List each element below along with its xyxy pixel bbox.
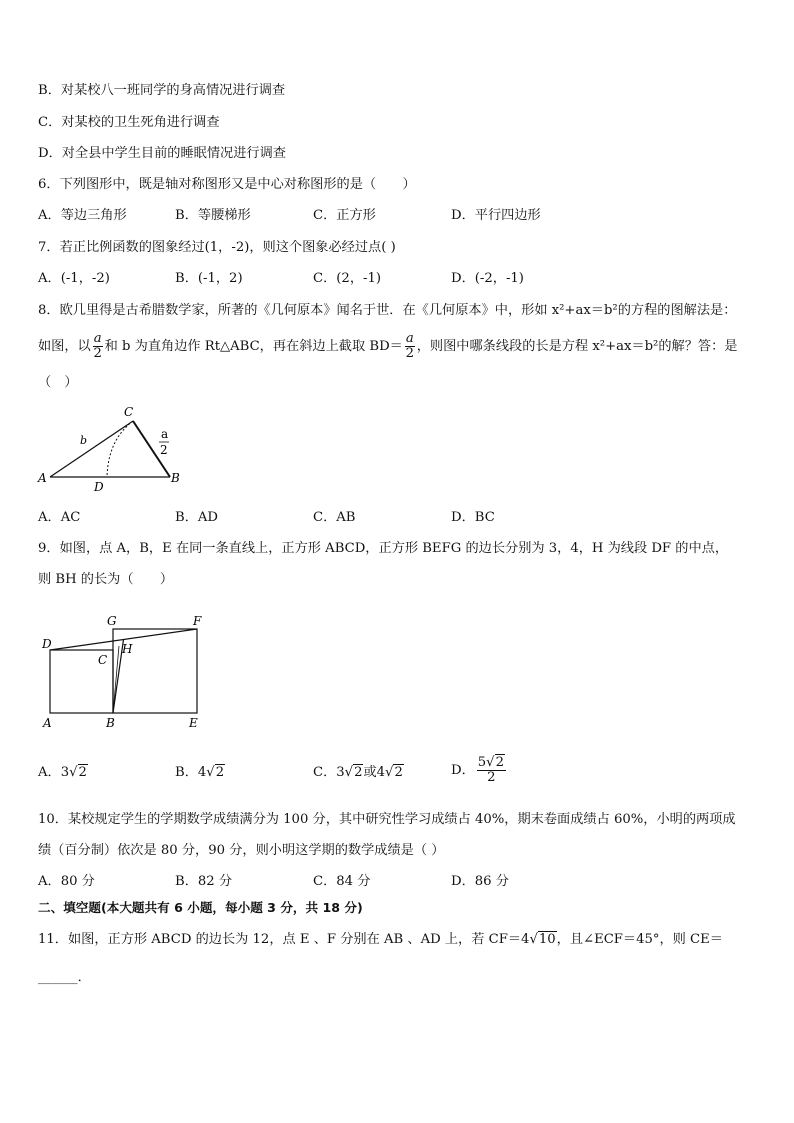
q6-option-c: C．正方形	[313, 208, 376, 223]
q8-option-b: B．AD	[175, 510, 218, 525]
coefficient: 4	[376, 765, 386, 780]
q11-part2: ，且∠ECF＝45°，则 CE＝	[556, 932, 723, 947]
fraction	[477, 756, 506, 785]
label-h: H	[122, 642, 133, 656]
q8-option-a: A．AC	[38, 510, 81, 525]
q8-fraction-a-over-2-second	[405, 332, 415, 361]
radicand: 2	[215, 765, 225, 780]
q9-option-b: B．4√2	[175, 765, 225, 780]
option-prefix: D．	[451, 763, 475, 778]
q9-line1: 9．如图，点 A，B，E 在同一条直线上，正方形 ABCD，正方形 BEFG 的边长分别为 3，4，H 为线段 DF 的中点，	[38, 541, 729, 556]
q6-option-a: A．等边三角形	[38, 208, 127, 223]
coefficient: 5	[477, 755, 487, 770]
section-2-title: 二、填空题(本大题共有 6 小题，每小题 3 分，共 18 分)	[38, 900, 363, 915]
fraction-numerator: a	[93, 331, 102, 346]
fraction-numerator: a	[405, 331, 414, 346]
q9-option-a: A．3√2	[38, 765, 87, 780]
q7-option-a: A．(-1，-2)	[38, 271, 110, 286]
fraction-denominator: 2	[93, 346, 102, 361]
q8-line2	[38, 330, 737, 364]
label-f: F	[193, 614, 202, 628]
q5-option-d: D．对全县中学生目前的睡眠情况进行调查	[38, 146, 286, 161]
fraction-denominator: 2	[405, 346, 414, 361]
label-a-side: a	[161, 427, 169, 441]
radicand: 2	[394, 765, 403, 780]
option-prefix: B．	[175, 765, 198, 780]
label-g: G	[107, 614, 117, 628]
q11-part1: 11．如图，正方形 ABCD 的边长为 12，点 E 、F 分别在 AB 、AD 上，若 CF＝4	[38, 932, 530, 947]
q7-stem: 7．若正比例函数的图象经过(1，-2)，则这个图象必经过点( )	[38, 240, 396, 255]
q11-line1: 11．如图，正方形 ABCD 的边长为 12，点 E 、F 分别在 AB 、AD 上，若 CF＝4√10，且∠ECF＝45°，则 CE＝	[38, 932, 723, 947]
label-c: C	[98, 653, 108, 667]
fraction-denominator: 2	[487, 770, 496, 785]
q6-option-d: D．平行四边形	[451, 208, 541, 223]
q5-option-b: B．对某校八一班同学的身高情况进行调查	[38, 83, 286, 98]
q7-option-d: D．(-2，-1)	[451, 271, 524, 286]
q10-option-a: A．80 分	[38, 874, 95, 889]
label-two: 2	[160, 443, 168, 457]
q10-line2: 绩（百分制）依次是 80 分，90 分，则小明这学期的数学成绩是（ ）	[38, 843, 445, 858]
label-d: D	[42, 637, 52, 651]
q10-line1: 10．某校规定学生的学期数学成绩满分为 100 分，其中研究性学习成绩占 40%，期末卷面成绩占 60%，小明的两项成	[38, 812, 736, 827]
q5-option-c: C．对某校的卫生死角进行调查	[38, 115, 220, 130]
q8-fraction-a-over-2	[93, 332, 103, 361]
or-word: 或	[363, 765, 377, 780]
q8-line1: 8．欧几里得是古希腊数学家，所著的《几何原本》闻名于世．在《几何原本》中，形如 x²+ax＝b²的方程的图解法是：	[38, 303, 737, 318]
q8-triangle-figure	[30, 400, 190, 495]
radicand: 2	[495, 755, 504, 770]
q9-line2: 则 BH 的长为（ ）	[38, 572, 174, 587]
q8-option-d: D．BC	[451, 510, 495, 525]
radicand: 10	[538, 932, 556, 947]
q7-option-c: C．(2，-1)	[313, 271, 381, 286]
radicand: 2	[78, 765, 87, 780]
label-b: B	[106, 716, 115, 730]
q8-line2-b: 和 b 为直角边作 Rt△ABC，再在斜边上截取 BD＝	[104, 339, 403, 354]
label-d: D	[94, 480, 104, 494]
label-e: E	[189, 716, 198, 730]
label-b-side: b	[80, 434, 88, 447]
coefficient: 3	[336, 765, 345, 780]
fraction-numerator: 5√2	[477, 755, 504, 770]
segment-ac	[50, 421, 133, 477]
q8-line2-c: ，则图中哪条线段的长是方程 x²+ax＝b²的解？答：是	[416, 339, 738, 354]
q10-option-b: B．82 分	[175, 874, 233, 889]
q6-stem: 6．下列图形中，既是轴对称图形又是中心对称图形的是（ ）	[38, 177, 416, 192]
q10-option-c: C．84 分	[313, 874, 371, 889]
q8-line2-a: 如图，以	[38, 339, 91, 354]
label-a: A	[38, 471, 47, 485]
q9-squares-figure	[36, 610, 211, 735]
radicand: 2	[354, 765, 363, 780]
q8-option-c: C．AB	[313, 510, 356, 525]
q8-line3: （ ）	[38, 375, 78, 390]
option-prefix: A．	[38, 765, 61, 780]
q6-option-b: B．等腰梯形	[175, 208, 251, 223]
q7-option-b: B．(-1，2)	[175, 271, 243, 286]
label-c: C	[124, 405, 134, 419]
coefficient: 4	[197, 765, 207, 780]
label-b: B	[171, 471, 180, 485]
option-prefix: C．	[313, 765, 337, 780]
q10-option-d: D．86 分	[451, 874, 509, 889]
coefficient: 3	[60, 765, 70, 780]
label-a: A	[43, 716, 52, 730]
q11-answer-blank: ______．	[38, 970, 91, 985]
q9-option-c: C．3√2或4√2	[313, 765, 403, 780]
q9-option-d	[451, 754, 508, 788]
